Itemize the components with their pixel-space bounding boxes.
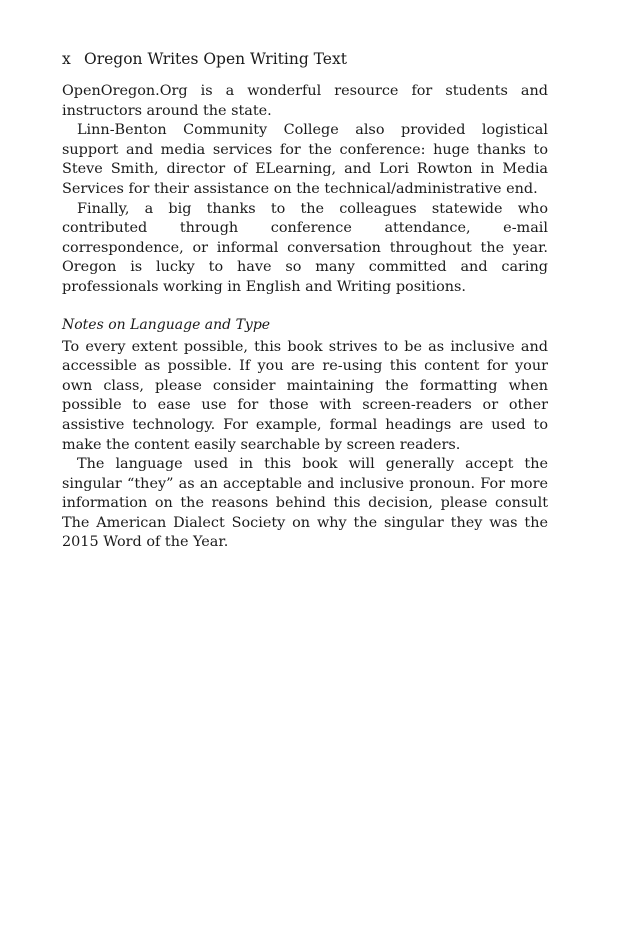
paragraph: Finally, a big thanks to the colleagues statewide who contributed through conference attendance, e-mail correspondence, or informal conversation throughout the year. Oregon is lucky to have so many committed and caring professionals working in English and Writing positions. <box>62 200 548 295</box>
acknowledgements-section <box>62 82 548 298</box>
paragraph: To every extent possible, this book strives to be as inclusive and accessible as possible. If you are re-using this content for your own class, please consider maintaining the formatting when possible to ease use for those with screen-readers or other assistive technology. For example, formal headings are used to make the content easily searchable by screen readers. <box>62 338 548 453</box>
paragraph: Linn-Benton Community College also provided logistical support and media services for the conference: huge thanks to Steve Smith, director of ELearning, and Lori Rowton in Media Services for their assistance on the technical/administrative end. <box>62 122 548 197</box>
running-header <box>62 50 548 68</box>
paragraph: OpenOregon.Org is a wonderful resource for students and instructors around the state. <box>62 83 548 119</box>
document-page <box>62 50 548 553</box>
page-number: x <box>62 50 71 68</box>
section-heading: Notes on Language and Type <box>62 316 271 333</box>
running-title: Oregon Writes Open Writing Text <box>84 50 347 68</box>
paragraph: The language used in this book will generally accept the singular “they” as an acceptable and inclusive pronoun. For more information on the reasons behind this decision, please consult The American Dialect Society on why the singular they was the 2015 Word of the Year. <box>62 456 548 551</box>
language-notes-section <box>62 338 548 554</box>
